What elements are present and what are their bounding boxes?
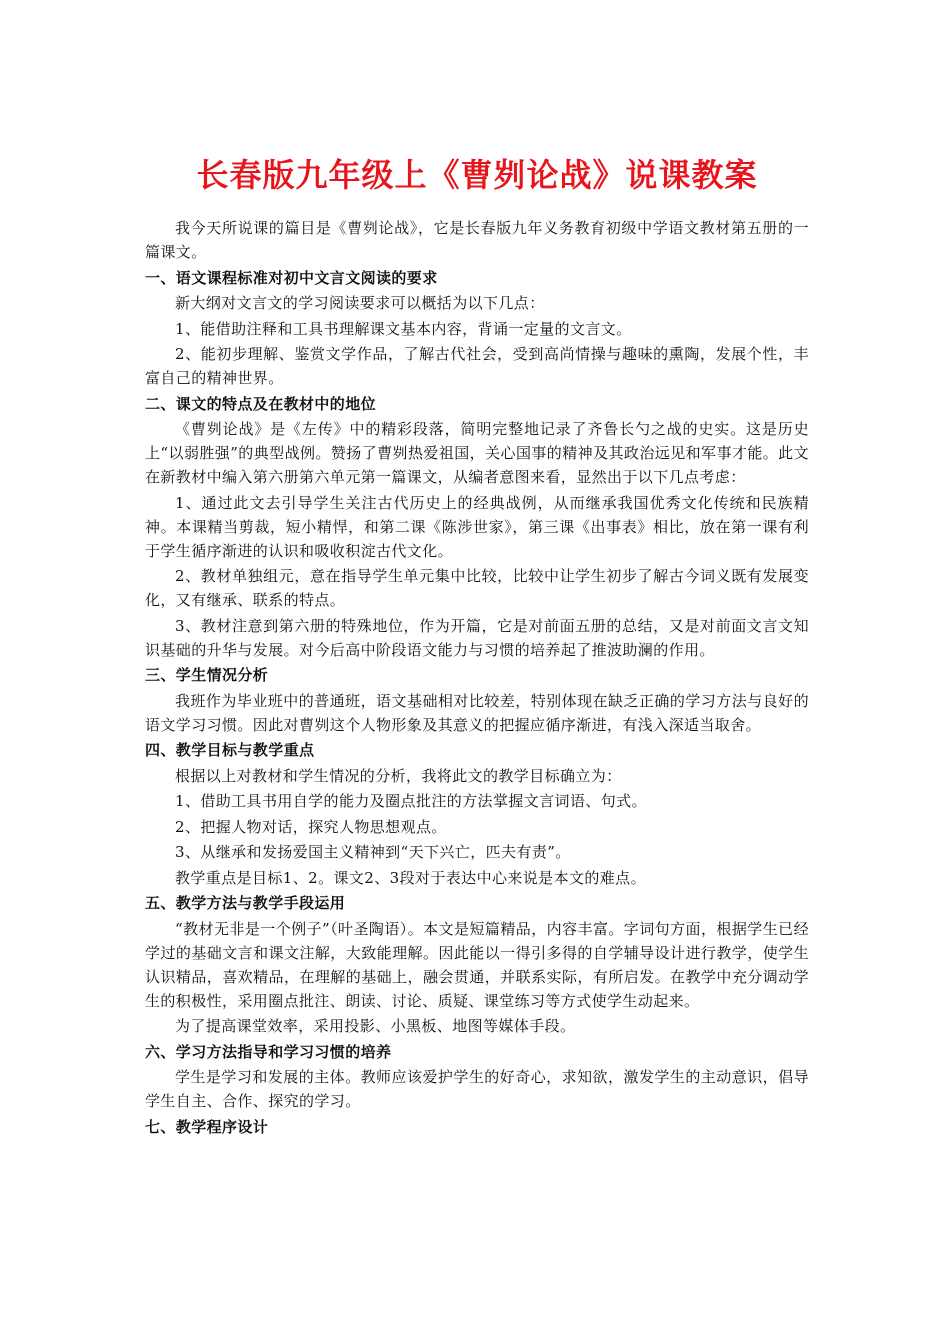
paragraph: 1、能借助注释和工具书理解课文基本内容，背诵一定量的文言文。 [175,319,632,338]
document-title: 长春版九年级上《曹刿论战》说课教案 [196,156,758,194]
paragraph: 根据以上对教材和学生情况的分析，我将此文的教学目标确立为： [175,766,622,785]
section-3 [145,663,809,737]
section-2 [145,392,809,662]
section-heading: 三、学生情况分析 [145,666,269,684]
paragraph: 我班作为毕业班中的普通班，语文基础相对比较差，特别体现在缺乏正确的学习方法与良好的语文学习习惯。因此对曹刿这个人物形象及其意义的把握应循序渐进，有浅入深适当取舍。 [145,691,809,734]
paragraph: 1、通过此文去引导学生关注古代历史上的经典战例，从而继承我国优秀文化传统和民族精神。本课精当剪裁，短小精悍，和第二课《陈涉世家》，第三课《出事表》相比，放在第一课有利于学生循序渐进的认识和吸收积淀古代文化。 [145,493,809,560]
paragraph: 2、把握人物对话，探究人物思想观点。 [175,817,447,836]
paragraph: 为了提高课堂效率，采用投影、小黑板、地图等媒体手段。 [175,1017,576,1035]
section-heading: 七、教学程序设计 [145,1117,269,1136]
section-1 [145,266,809,391]
paragraph: 3、教材注意到第六册的特殊地位，作为开篇，它是对前面五册的总结，又是对前面文言文知识基础的升华与发展。对今后高中阶段语文能力与习惯的培养起了推波助澜的作用。 [145,616,809,659]
section-heading: 六、学习方法指导和学习习惯的培养 [145,1042,392,1061]
paragraph: 3、从继承和发扬爱国主义精神到“天下兴亡，匹夫有责”。 [175,843,571,861]
section-6 [145,1040,809,1114]
section-4 [145,738,809,890]
section-7 [145,1115,809,1139]
section-heading: 四、教学目标与教学重点 [145,741,315,759]
document-page [145,150,809,1140]
section-5 [145,891,809,1038]
paragraph: 1、借助工具书用自学的能力及圈点批注的方法掌握文言词语、句式。 [175,792,647,810]
paragraph: 学生是学习和发展的主体。教师应该爱护学生的好奇心，求知欲，激发学生的主动意识，倡导学生自主、合作、探究的学习。 [145,1068,809,1110]
paragraph: 新大纲对文言文的学习阅读要求可以概括为以下几点： [175,294,545,312]
section-heading: 五、教学方法与教学手段运用 [145,894,346,912]
paragraph: 2、教材单独组元，意在指导学生单元集中比较，比较中让学生初步了解古今词义既有发展变化，又有继承、联系的特点。 [145,567,809,609]
intro-paragraph: 我今天所说课的篇目是《曹刿论战》，它是长春版九年义务教育初级中学语文教材第五册的一篇课文。 [145,219,809,261]
paragraph: “教材无非是一个例子”（叶圣陶语）。本文是短篇精品，内容丰富。字词句方面，根据学生已经学过的基础文言和课文注解，大致能理解。因此能以一得引多得的自学辅导设计进行教学，使学生认识精品，喜欢精品，在理解的基础上，融会贯通，并联系实际，有所启发。在教学中充分调动学生的积极性，采用圈点批注、朗读、讨论、质疑、课堂练习等方式使学生动起来。 [145,919,809,1010]
paragraph: 2、能初步理解、鉴赏文学作品，了解古代社会，受到高尚情操与趣味的熏陶，发展个性，丰富自己的精神世界。 [145,345,809,387]
section-heading: 二、课文的特点及在教材中的地位 [145,394,377,413]
paragraph: 教学重点是目标1、2。课文2、3段对于表达中心来说是本文的难点。 [175,868,646,887]
section-heading: 一、语文课程标准对初中文言文阅读的要求 [145,268,438,287]
paragraph: 《曹刿论战》是《左传》中的精彩段落，简明完整地记录了齐鲁长勺之战的史实。这是历史上“以弱胜强”的典型战例。赞扬了曹刿热爱祖国，关心国事的精神及其政治远见和军事才能。此文在新教材中编入第六册第六单元第一篇课文，从编者意图来看，显然出于以下几点考虑： [145,420,809,486]
